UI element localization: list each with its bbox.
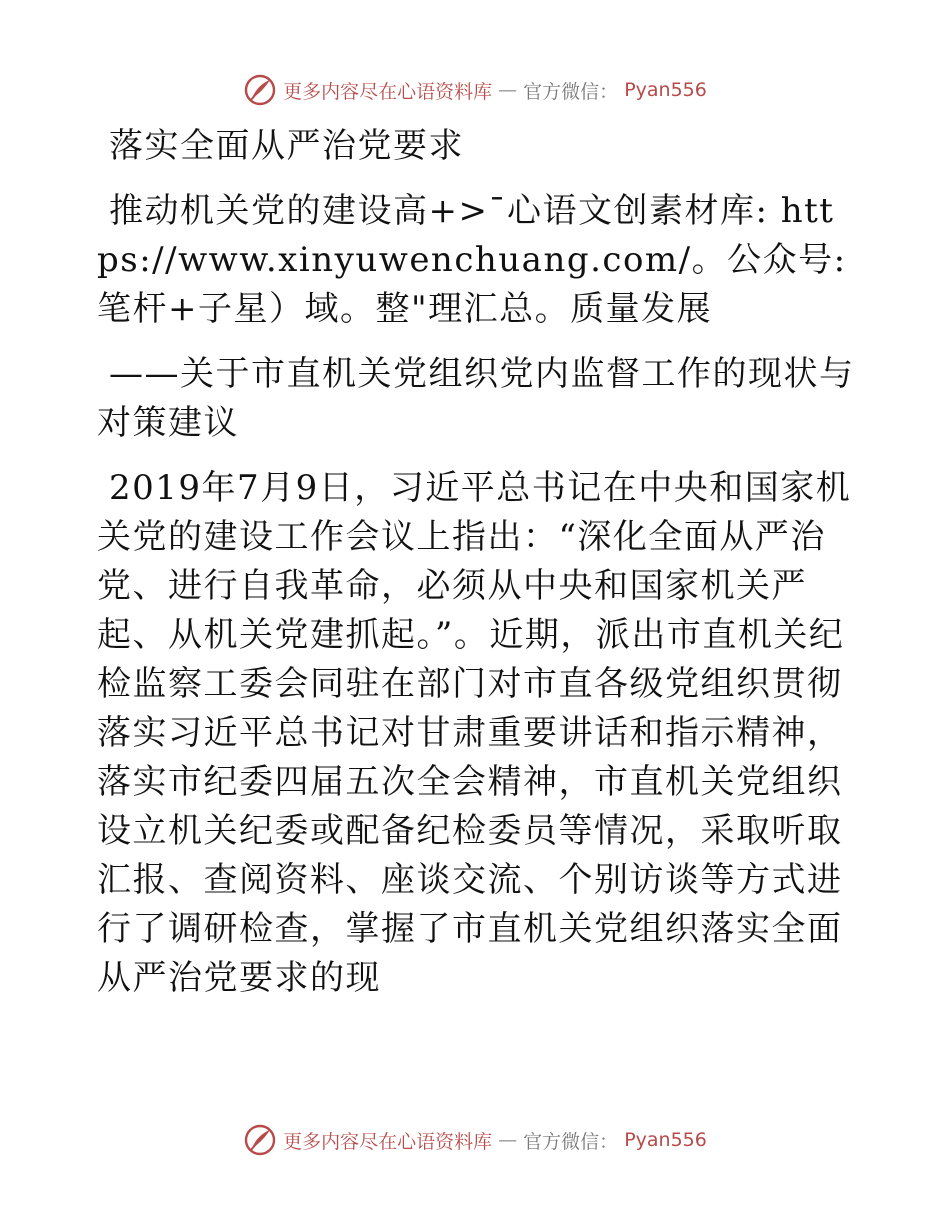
- document-body: [97, 122, 857, 1019]
- watermark-wechat-label: 官方微信：: [523, 1130, 619, 1153]
- watermark-dash: —: [498, 1129, 518, 1151]
- watermark-dash: —: [498, 79, 518, 101]
- watermark-wechat-label: 官方微信：: [523, 80, 619, 103]
- title-line-2: 推动机关党的建设高+>¯心语文创素材库: https://www.xinyuwenchuang.com/。公众号: 笔杆+子星）域。整"理汇总。质量发展: [97, 191, 847, 329]
- watermark-wechat-id: Pyan556: [624, 79, 707, 101]
- header-watermark: [0, 70, 950, 110]
- footer-watermark: [0, 1120, 950, 1160]
- title-line-1: 落实全面从严治党要求: [109, 126, 464, 166]
- body-paragraph: 2019年7月9日，习近平总书记在中央和国家机关党的建设工作会议上指出：“深化全面从严治党、进行自我革命，必须从中央和国家机关严起、从机关党建抓起。”。近期，派出市直机关纪检监察工委会同驻在部门对市直各级党组织贯彻落实习近平总书记对甘肃重要讲话和指示精神，落实市纪委四届五次全会精神，市直机关党组织设立机关纪委或配备纪检委员等情况，采取听取汇报、查阅资料、座谈交流、个别访谈等方式进行了调研检查，掌握了市直机关党组织落实全面从严治党要求的现: [97, 468, 852, 998]
- feather-logo-icon: [243, 73, 277, 107]
- watermark-wechat-id: Pyan556: [624, 1129, 707, 1151]
- watermark-site-text: 更多内容尽在心语资料库: [283, 1130, 493, 1153]
- feather-logo-icon: [243, 1123, 277, 1157]
- watermark-site-text: 更多内容尽在心语资料库: [283, 80, 493, 103]
- subtitle: ——关于市直机关党组织党内监督工作的现状与对策建议: [97, 354, 855, 443]
